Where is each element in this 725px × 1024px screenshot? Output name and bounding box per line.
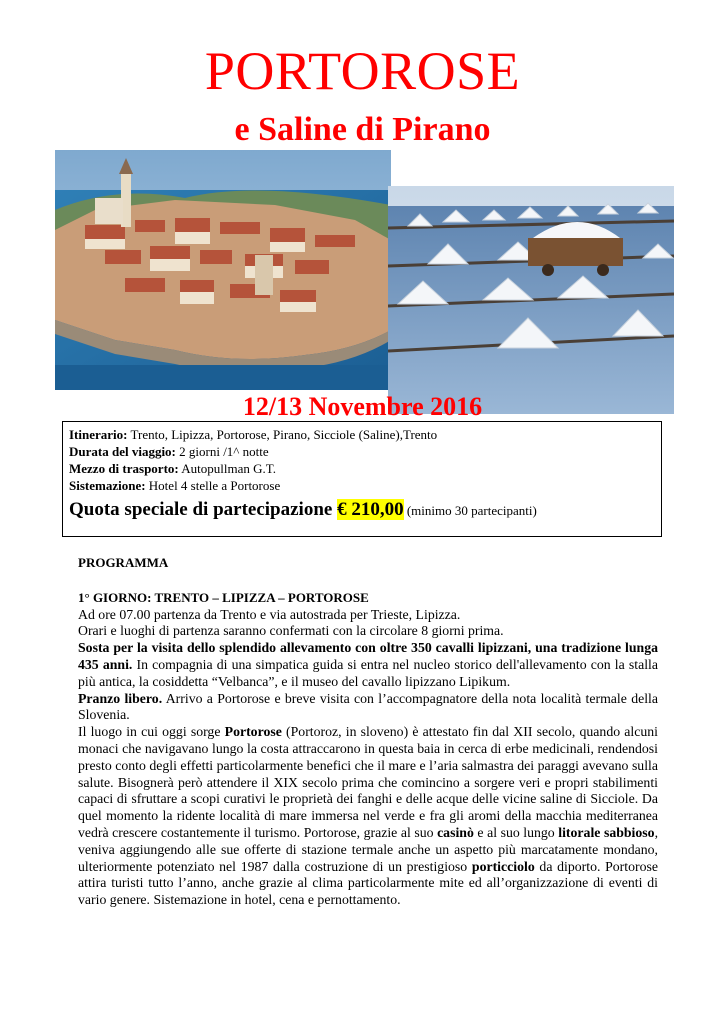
itinerary-row (69, 426, 655, 443)
accommodation-row (69, 477, 655, 494)
price-note: (minimo 30 partecipanti) (403, 503, 537, 518)
itinerary-value: Trento, Lipizza, Portorose, Pirano, Sicciole (Saline),Trento (127, 427, 438, 442)
day1-title: 1° GIORNO: TRENTO – LIPIZZA – PORTOROSE (78, 589, 369, 605)
duration-label: Durata del viaggio: (69, 444, 176, 459)
price-row (69, 496, 655, 525)
portorose-text-i: da diporto. Portorose attira turisti tutto l’anno, anche grazie al clima particolarmente mite ed all’organizzazione di eventi di vario genere. Sistemazione in hotel, cena e pernottamento. (78, 858, 658, 908)
lunch-highlight: Pranzo libero. (78, 690, 163, 706)
transport-label: Mezzo di trasporto: (69, 461, 179, 476)
duration-value: 2 giorni /1^ notte (175, 444, 269, 459)
transport-row (69, 460, 655, 477)
piran-town-photo (55, 150, 391, 390)
lipizza-highlight: Sosta per la visita dello splendido allevamento con oltre 350 cavalli lipizzani, una tradizione lunga 435 anni. (78, 640, 658, 672)
transport-value: Autopullman G.T. (178, 461, 277, 476)
portorose-text-e: e al suo lungo (473, 824, 559, 840)
program-paragraph-schedule: Orari e luoghi di partenza saranno confermati con la circolare 8 giorni prima. (78, 623, 504, 639)
price-label: Quota speciale di partecipazione (69, 499, 338, 520)
portorose-text-g: , veniva aggiungendo alle sue offerte di stazione termale anche un aspetto più marcatamente mondano, ulteriormente potenziato nel 1987 dalla costruzione di un prestigioso (78, 824, 659, 874)
duration-row (69, 443, 655, 460)
trip-date: 12/13 Novembre 2016 (242, 392, 483, 421)
program-paragraph-portorose (78, 724, 658, 909)
program-paragraph-lunch (78, 691, 658, 725)
itinerary-label: Itinerario: (69, 427, 128, 442)
litorale-bold: litorale sabbioso (558, 824, 655, 840)
porticciolo-bold: porticciolo (471, 858, 535, 874)
program-section (78, 555, 658, 909)
salt-pans-photo (388, 186, 674, 414)
accommodation-value: Hotel 4 stelle a Portorose (145, 478, 281, 493)
lunch-text: Arrivo a Portorose e breve visita con l’accompagnatore della nota località termale della Slovenia. (78, 690, 659, 723)
casino-bold: casinò (437, 824, 474, 840)
portorose-text-a: Il luogo in cui oggi sorge (78, 724, 225, 740)
page-subtitle: e Saline di Pirano (234, 111, 491, 148)
page-title: PORTOROSE (204, 41, 521, 101)
price-value: € 210,00 (337, 499, 404, 520)
lipizza-text: In compagnia di una simpatica guida si entra nel nucleo storico dell'allevamento con la stalla più antica, la cosiddetta “Velbanca”, e il museo del cavallo lipizzano Lipikum. (78, 656, 659, 689)
portorose-text-c: (Portoroz, in sloveno) è attestato fin dal XII secolo, quando alcuni monaci che navigavano lungo la costa attraccarono in questa baia in cerca di erbe medicinali, rendendosi presto conto degli effetti particolarmente benefici che il mare e l’aria salmastra dei paraggi avevano sulla salute. Bisognerà però attendere il XIX secolo prima che comincino a sorgere veri e propri stabilimenti capaci di sfruttare a scopi curativi le proprietà dei fanghi e delle acque delle vicine saline di Sicciole. Da quel momento la ridente località di mare immersa nel verde e fra gli aromi della macchia mediterranea vedrà crescere costantemente il turismo. Portorose, grazie al suo (78, 724, 658, 840)
portorose-bold: Portorose (224, 724, 282, 740)
accommodation-label: Sistemazione: (69, 478, 146, 493)
program-heading: PROGRAMMA (78, 555, 169, 570)
program-paragraph-lipizza (78, 640, 658, 690)
trip-info-box (62, 421, 662, 537)
program-paragraph-departure: Ad ore 07.00 partenza da Trento e via autostrada per Trieste, Lipizza. (78, 606, 461, 622)
